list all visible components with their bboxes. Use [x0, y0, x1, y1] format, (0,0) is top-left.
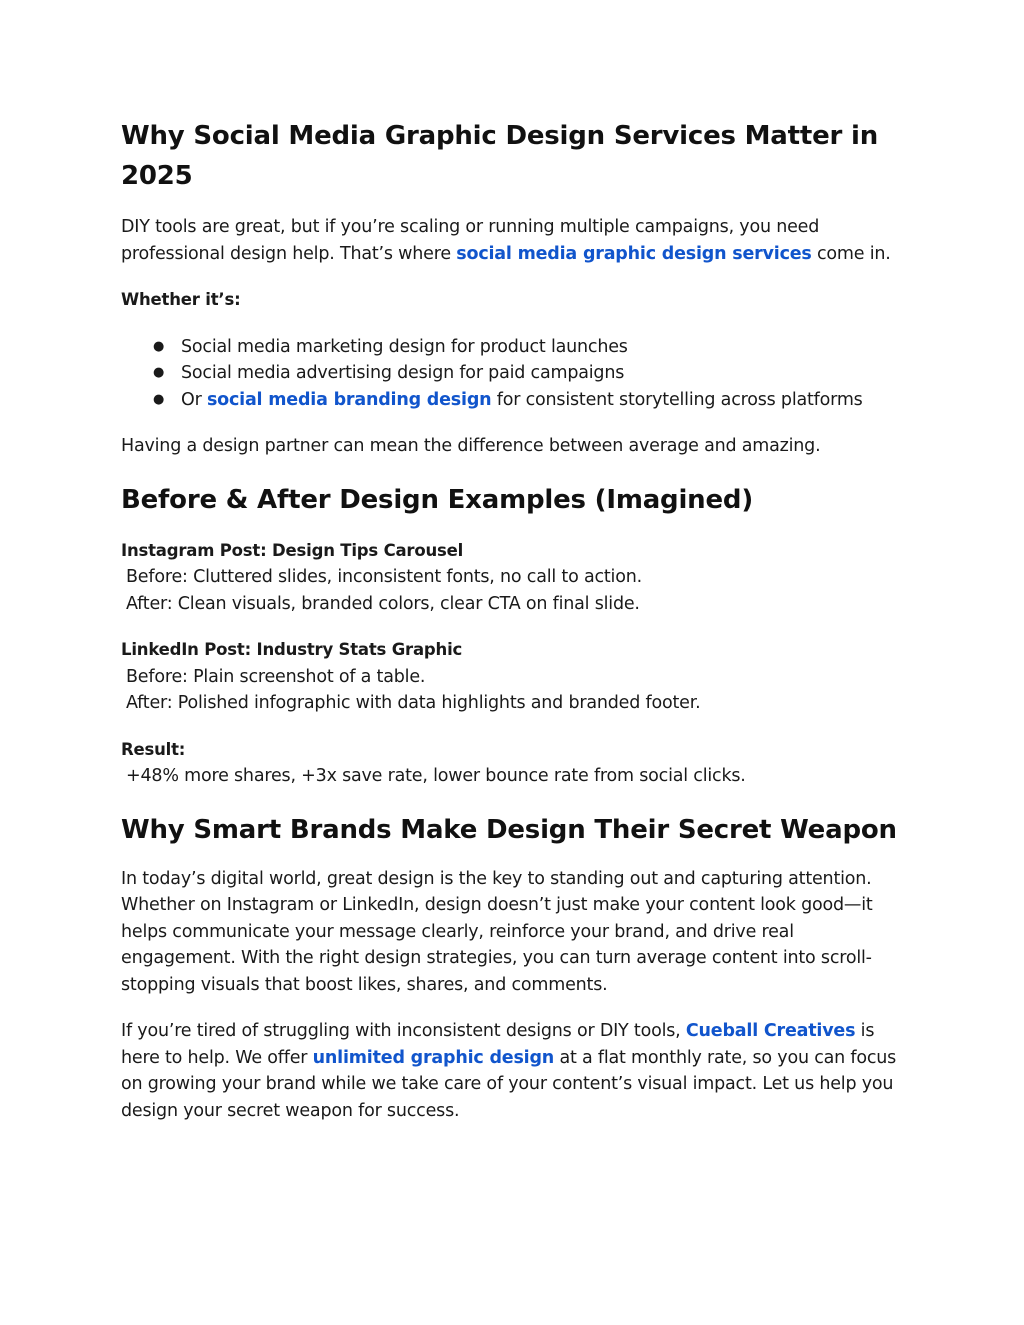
list-item [121, 360, 911, 387]
bullet-text: Social media marketing design for product launches [181, 336, 628, 357]
section-heading-services: Why Social Media Graphic Design Services Matter in 2025 [121, 121, 879, 191]
para2-text-2: is here to help. We offer [121, 1021, 875, 1068]
result-text: +48% more shares, +3x save rate, lower bounce rate from social clicks. [126, 766, 746, 786]
bullet-icon: ● [153, 338, 165, 354]
link-unlimited-graphic-design[interactable]: unlimited graphic design [312, 1047, 555, 1068]
whether-label: Whether it’s: [121, 290, 241, 309]
link-cueball-creatives[interactable]: Cueball Creatives [685, 1021, 856, 1041]
example-after: After: Clean visuals, branded colors, clear CTA on final slide. [126, 593, 640, 614]
result-label: Result: [121, 739, 186, 759]
secret-weapon-paragraph-2 [121, 1018, 911, 1124]
bullet-text: Social media advertising design for paid campaigns [181, 363, 625, 383]
link-social-media-branding-design[interactable]: social media branding design [206, 389, 492, 410]
intro-paragraph [121, 214, 911, 267]
section-heading-before-after: Before & After Design Examples (Imagined) [121, 484, 754, 515]
para2-text-3: at a flat monthly rate, so you can focus on growing your brand while we take care of your content’s visual impact. Let us help you design your secret weapon for success. [121, 1047, 897, 1121]
example-before: Before: Cluttered slides, inconsistent fonts, no call to action. [126, 567, 642, 587]
bullet-icon: ● [153, 365, 165, 380]
example-linkedin [121, 637, 911, 717]
example-before: Before: Plain screenshot of a table. [126, 666, 426, 687]
intro-text-start: DIY tools are great, but if you’re scaling or running multiple campaigns, you need professional design help. That’s where [121, 217, 820, 264]
example-title: LinkedIn Post: Industry Stats Graphic [121, 640, 463, 659]
document-page [121, 116, 911, 1124]
list-item [121, 334, 911, 361]
para2-text-1: If you’re tired of struggling with inconsistent designs or DIY tools, [121, 1021, 686, 1041]
result-block [121, 737, 911, 790]
bullet-text-prefix: Or [181, 389, 207, 410]
link-social-media-graphic-design-services[interactable]: social media graphic design services [456, 243, 812, 264]
example-title: Instagram Post: Design Tips Carousel [121, 540, 464, 560]
example-instagram [121, 538, 911, 618]
closing-paragraph: Having a design partner can mean the difference between average and amazing. [121, 436, 821, 456]
list-item [121, 387, 911, 414]
example-after: After: Polished infographic with data highlights and branded footer. [126, 693, 701, 713]
intro-text-end: come in. [811, 243, 891, 264]
bullet-icon: ● [153, 391, 165, 407]
services-bullet-list [121, 334, 911, 414]
secret-weapon-paragraph-1: In today’s digital world, great design is the key to standing out and capturing attention. Whether on Instagram or LinkedIn, design doesn’t just make your content look good—it helps communicate your message clearly, reinforce your brand, and drive real engagement. With the right design strategies, you can turn average content into scroll-stopping visuals that boost likes, shares, and comments. [121, 868, 873, 995]
bullet-text-suffix: for consistent storytelling across platforms [491, 389, 863, 410]
section-heading-secret-weapon: Why Smart Brands Make Design Their Secret Weapon [121, 814, 897, 845]
